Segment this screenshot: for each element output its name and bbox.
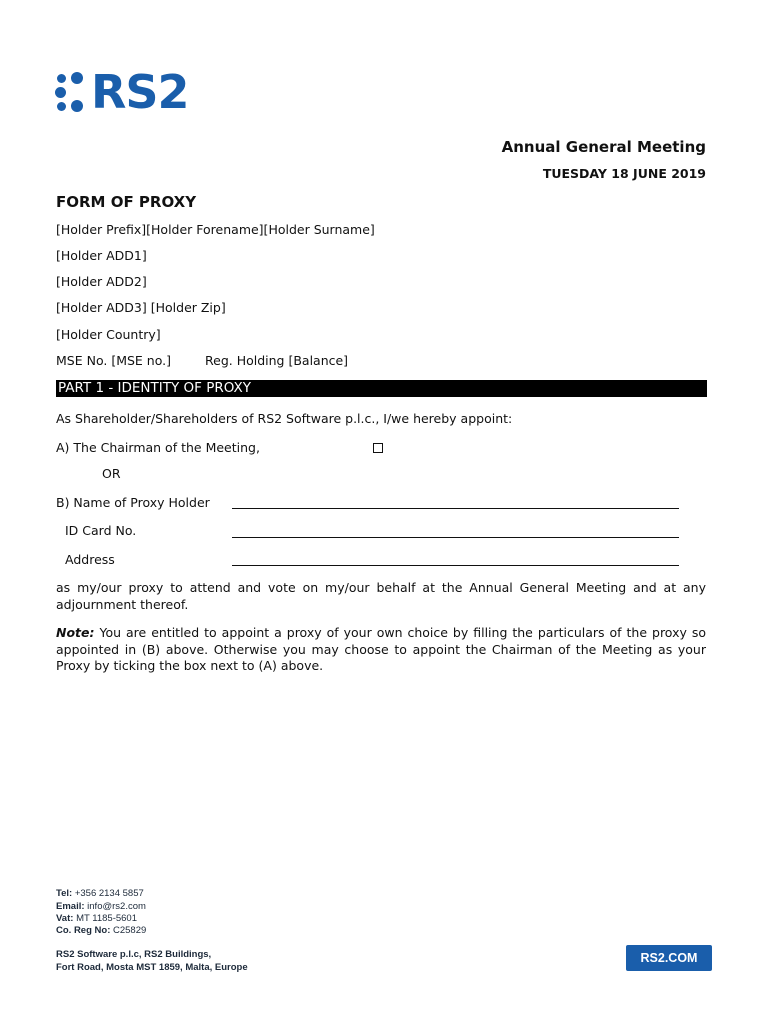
option-b-proxy-holder-label: B) Name of Proxy Holder [56,495,210,510]
footer-email-value: info@rs2.com [84,901,146,912]
section-heading-part-1: PART 1 - IDENTITY OF PROXY [56,380,707,397]
id-card-field[interactable] [232,537,679,538]
note-label: Note: [56,625,95,640]
footer-coreg-label: Co. Reg No: [56,925,111,936]
footer-coreg-value: C25829 [110,925,147,936]
meeting-date: TUESDAY 18 JUNE 2019 [542,166,706,181]
holder-country: [Holder Country] [56,327,161,342]
note-text: You are entitled to appoint a proxy of your own choice by filling the particulars of the proxy so appointed in (B) above. Otherwise you may choose to appoint the Chairman of the Meeting as your Proxy by ticking the box next to (A) above. [56,625,706,673]
registered-holding: Reg. Holding [Balance] [205,353,349,368]
id-card-label: ID Card No. [65,523,137,538]
footer-company-reg [56,925,146,938]
logo-wordmark: RS2 [91,65,189,119]
proxy-statement: as my/our proxy to attend and vote on my/our behalf at the Annual General Meeting and at any adjournment thereof. [56,580,706,612]
mse-number: MSE No. [MSE no.] [56,353,171,368]
address-field[interactable] [232,565,679,566]
holder-name: [Holder Prefix][Holder Forename][Holder Surname] [56,222,375,237]
footer-tel-label: Tel: [56,888,73,899]
company-logo [55,65,189,119]
footer-vat-value: MT 1185-5601 [73,913,137,924]
meeting-title: Annual General Meeting [501,138,706,156]
footer-address-line-1: RS2 Software p.l.c, RS2 Buildings, [56,949,212,960]
holder-address-3: [Holder ADD3] [Holder Zip] [56,300,226,315]
or-label: OR [102,466,121,481]
address-label: Address [65,552,115,567]
holder-address-1: [Holder ADD1] [56,248,147,263]
footer-address [56,948,248,974]
footer-email [56,901,146,914]
footer-email-label: Email: [56,901,85,912]
appointment-intro: As Shareholder/Shareholders of RS2 Software p.l.c., I/we hereby appoint: [56,411,513,426]
note-paragraph [56,625,706,675]
website-badge: RS2.COM [626,945,712,971]
footer-vat [56,913,137,926]
footer-tel [56,888,144,901]
holder-address-2: [Holder ADD2] [56,274,147,289]
option-a-chairman: A) The Chairman of the Meeting, [56,440,260,455]
form-title: FORM OF PROXY [56,193,197,211]
proxy-holder-name-field[interactable] [232,508,679,509]
footer-address-line-2: Fort Road, Mosta MST 1859, Malta, Europe [56,962,248,973]
logo-dots-icon [55,70,85,114]
footer-tel-value: +356 2134 5857 [72,888,144,899]
footer-vat-label: Vat: [56,913,74,924]
chairman-checkbox[interactable] [373,443,383,453]
